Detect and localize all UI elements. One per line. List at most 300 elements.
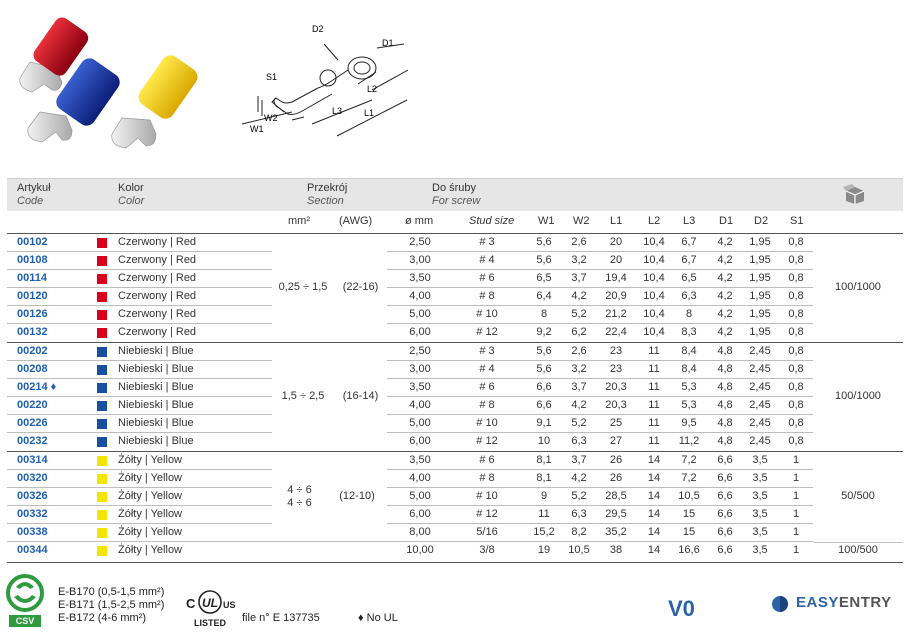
value-s1: 0,8 — [788, 417, 804, 429]
value-w1: 5,6 — [536, 254, 552, 266]
value-l3: 8 — [685, 308, 693, 320]
value-s1: 1 — [792, 526, 800, 538]
value-l1: 19,4 — [605, 272, 627, 284]
value-s1: 0,8 — [788, 399, 804, 411]
value-w1: 10 — [537, 435, 551, 447]
product-code[interactable]: 00344 — [17, 544, 48, 556]
easyentry-dot-icon — [770, 594, 790, 614]
value-l3: 9,5 — [681, 417, 697, 429]
technical-drawing — [232, 20, 432, 155]
sub-stud: Stud size — [469, 215, 515, 227]
color-swatch — [97, 456, 107, 466]
label-l1: L1 — [364, 108, 375, 118]
value-w2: 3,7 — [571, 454, 587, 466]
value-l2: 14 — [647, 490, 661, 502]
diameter-mm: 4,00 — [409, 472, 431, 484]
value-d2: 1,95 — [749, 236, 771, 248]
color-swatch — [97, 310, 107, 320]
table-row — [7, 342, 903, 361]
label-w2: W2 — [264, 113, 278, 123]
product-code[interactable]: 00326 — [17, 490, 48, 502]
value-l1: 26 — [609, 472, 623, 484]
color-name: Żółty | Yellow — [118, 508, 183, 520]
value-w1: 6,4 — [536, 290, 552, 302]
value-s1: 1 — [792, 490, 800, 502]
color-name: Czerwony | Red — [118, 272, 197, 284]
color-swatch — [97, 292, 107, 302]
section-mm2: 1,5 ÷ 2,5 — [281, 390, 325, 402]
value-d1: 4,8 — [717, 399, 733, 411]
table-row — [7, 488, 903, 506]
table-header — [7, 178, 903, 211]
value-l1: 20,3 — [605, 399, 627, 411]
value-w2: 4,2 — [571, 472, 587, 484]
value-l3: 6,7 — [681, 236, 697, 248]
stud-size: # 3 — [479, 236, 495, 248]
value-l1: 21,2 — [605, 308, 627, 320]
pack-quantity-last: 100/500 — [838, 544, 878, 556]
value-w2: 3,2 — [571, 254, 587, 266]
stud-size: 3/8 — [479, 544, 495, 556]
pack-quantity: 100/1000 — [835, 281, 881, 293]
table-row — [7, 397, 903, 415]
sub-d1: D1 — [719, 215, 734, 227]
product-photo — [0, 0, 215, 165]
color-name: Niebieski | Blue — [118, 399, 194, 411]
value-w1: 5,6 — [536, 363, 552, 375]
value-l3: 15 — [682, 508, 696, 520]
color-name: Czerwony | Red — [118, 290, 197, 302]
color-swatch — [97, 401, 107, 411]
table-row — [7, 379, 903, 397]
stud-size: # 8 — [479, 290, 495, 302]
eb170-text: E-B170 (0,5-1,5 mm²) — [58, 586, 165, 598]
color-name: Niebieski | Blue — [118, 381, 194, 393]
value-s1: 0,8 — [788, 272, 804, 284]
value-w1: 8,1 — [536, 472, 552, 484]
value-s1: 0,8 — [788, 326, 804, 338]
value-d1: 6,6 — [717, 508, 733, 520]
color-name: Niebieski | Blue — [118, 435, 194, 447]
value-l1: 20 — [609, 254, 623, 266]
stud-size: # 12 — [476, 435, 498, 447]
ul-c-text: C — [186, 596, 196, 611]
value-l2: 14 — [647, 472, 661, 484]
table-row — [7, 288, 903, 306]
table-row — [7, 252, 903, 270]
color-swatch — [97, 365, 107, 375]
product-code[interactable]: 00126 — [17, 308, 48, 320]
value-d2: 2,45 — [749, 363, 771, 375]
value-l1: 20 — [609, 236, 623, 248]
table-row — [7, 433, 903, 451]
value-l3: 8,4 — [681, 363, 697, 375]
value-l3: 6,7 — [681, 254, 697, 266]
color-swatch — [97, 256, 107, 266]
value-s1: 0,8 — [788, 236, 804, 248]
ul-text: UL — [202, 596, 218, 610]
sub-awg: (AWG) — [339, 215, 373, 227]
product-code[interactable]: 00320 — [17, 472, 48, 484]
diameter-mm: 5,00 — [409, 417, 431, 429]
diameter-mm: 3,00 — [409, 254, 431, 266]
value-d2: 2,45 — [749, 381, 771, 393]
header-screw: Do śruby For screw — [432, 182, 481, 207]
color-swatch — [97, 492, 107, 502]
value-l3: 10,5 — [678, 490, 700, 502]
value-w1: 6,5 — [536, 272, 552, 284]
value-d2: 2,45 — [749, 345, 771, 357]
color-name: Żółty | Yellow — [118, 472, 183, 484]
value-w1: 11 — [538, 508, 550, 520]
stud-size: # 6 — [479, 381, 495, 393]
value-d2: 1,95 — [749, 326, 771, 338]
sub-l2: L2 — [648, 215, 661, 227]
table-bottom-rule — [7, 562, 903, 563]
value-s1: 1 — [792, 544, 800, 556]
value-l3: 11,2 — [678, 435, 700, 447]
value-l2: 10,4 — [643, 272, 665, 284]
value-d2: 3,5 — [752, 454, 768, 466]
value-w1: 8,1 — [536, 454, 552, 466]
value-d2: 1,95 — [749, 308, 771, 320]
diameter-mm: 3,50 — [409, 272, 431, 284]
csv-logo — [6, 573, 44, 631]
value-w1: 6,6 — [536, 399, 552, 411]
value-d1: 6,6 — [717, 454, 733, 466]
diameter-mm: 10,00 — [406, 544, 434, 556]
value-w1: 9 — [540, 490, 548, 502]
sub-mm2: mm² — [288, 215, 310, 227]
stud-size: # 6 — [479, 454, 495, 466]
value-d1: 4,2 — [717, 254, 733, 266]
table-row — [7, 506, 903, 524]
product-code[interactable]: 00220 — [17, 399, 48, 411]
value-w2: 6,3 — [571, 435, 587, 447]
value-l1: 28,5 — [605, 490, 627, 502]
value-w2: 4,2 — [571, 290, 587, 302]
value-l2: 10,4 — [643, 290, 665, 302]
value-w1: 5,6 — [536, 345, 552, 357]
value-w2: 4,2 — [571, 399, 587, 411]
diameter-mm: 3,50 — [409, 381, 431, 393]
section-awg: (12-10) — [339, 490, 375, 502]
package-icon — [843, 183, 867, 205]
easyentry-logo: EASYENTRY — [796, 594, 892, 611]
diameter-mm: 6,00 — [409, 326, 431, 338]
color-swatch — [97, 238, 107, 248]
table-row — [7, 470, 903, 488]
value-w2: 3,7 — [571, 381, 587, 393]
pack-quantity: 50/500 — [841, 490, 875, 502]
value-w2: 2,6 — [571, 236, 587, 248]
value-l3: 5,3 — [681, 399, 697, 411]
table-row — [7, 270, 903, 288]
label-w1: W1 — [250, 124, 264, 134]
product-code[interactable]: 00338 — [17, 526, 48, 538]
diameter-mm: 3,00 — [409, 363, 431, 375]
color-swatch — [97, 383, 107, 393]
header-section: Przekrój Section — [307, 182, 348, 207]
value-l1: 38 — [609, 544, 623, 556]
section-mm2: 0,25 ÷ 1,5 — [278, 281, 328, 293]
diameter-mm: 6,00 — [409, 508, 431, 520]
value-w2: 3,7 — [571, 272, 587, 284]
product-code[interactable]: 00332 — [17, 508, 48, 520]
value-s1: 0,8 — [788, 435, 804, 447]
section-awg: (22-16) — [342, 281, 379, 293]
value-w2: 6,2 — [571, 326, 587, 338]
table-row — [7, 234, 903, 252]
stud-size: # 4 — [479, 363, 495, 375]
color-name: Żółty | Yellow — [118, 526, 183, 538]
stud-size: # 3 — [479, 345, 495, 357]
diameter-mm: 6,00 — [409, 435, 431, 447]
value-w1: 6,6 — [536, 381, 552, 393]
product-code[interactable]: 00102 — [17, 236, 48, 248]
sub-w2: W2 — [573, 215, 590, 227]
value-l1: 23 — [609, 363, 623, 375]
diameter-mm: 8,00 — [409, 526, 431, 538]
label-l3: L3 — [332, 106, 343, 116]
color-swatch — [97, 419, 107, 429]
stud-size: # 12 — [476, 508, 498, 520]
value-d1: 6,6 — [717, 472, 733, 484]
value-d2: 3,5 — [752, 544, 768, 556]
value-l1: 22,4 — [605, 326, 627, 338]
value-l2: 11 — [648, 435, 660, 447]
section-mm2-b: 4 ÷ 6 — [287, 497, 312, 509]
label-s1: S1 — [266, 72, 278, 82]
value-l3: 7,2 — [681, 454, 697, 466]
color-name: Żółty | Yellow — [118, 544, 183, 556]
product-code[interactable]: 00114 — [17, 272, 47, 284]
value-d2: 2,45 — [749, 399, 771, 411]
value-d2: 3,5 — [752, 472, 768, 484]
value-w2: 5,2 — [571, 490, 587, 502]
value-l2: 10,4 — [643, 308, 665, 320]
sub-l1: L1 — [610, 215, 623, 227]
table-row — [7, 324, 903, 342]
value-w1: 9,2 — [536, 326, 552, 338]
label-d2: D2 — [312, 24, 324, 34]
value-d2: 2,45 — [749, 435, 771, 447]
value-s1: 0,8 — [788, 308, 804, 320]
table-row — [7, 451, 903, 470]
value-d1: 4,2 — [717, 272, 733, 284]
value-d1: 4,8 — [717, 381, 733, 393]
value-l3: 16,6 — [678, 544, 700, 556]
sub-l3: L3 — [683, 215, 696, 227]
value-d2: 1,95 — [749, 290, 771, 302]
value-l1: 27 — [609, 435, 623, 447]
section-range — [272, 234, 387, 342]
color-swatch — [97, 347, 107, 357]
table-row — [7, 415, 903, 433]
color-name: Czerwony | Red — [118, 326, 197, 338]
value-l3: 15 — [682, 526, 696, 538]
color-name: Czerwony | Red — [118, 308, 197, 320]
ul-us-text: US — [223, 600, 236, 610]
diameter-mm: 4,00 — [409, 290, 431, 302]
color-name: Czerwony | Red — [118, 254, 197, 266]
product-code[interactable]: 00132 — [17, 326, 48, 338]
value-w2: 8,2 — [571, 526, 587, 538]
diameter-mm: 2,50 — [409, 345, 431, 357]
value-l1: 23 — [609, 345, 623, 357]
stud-size: # 8 — [479, 472, 495, 484]
value-w1: 9,1 — [536, 417, 552, 429]
no-ul-note: ♦ No UL — [358, 612, 398, 624]
color-swatch — [97, 510, 107, 520]
value-l3: 8,3 — [681, 326, 697, 338]
value-w2: 6,3 — [571, 508, 587, 520]
color-swatch — [97, 546, 107, 556]
value-w2: 5,2 — [571, 308, 587, 320]
table-row — [7, 361, 903, 379]
diameter-mm: 5,00 — [409, 308, 431, 320]
value-d2: 3,5 — [752, 490, 768, 502]
stud-size: # 10 — [476, 490, 498, 502]
value-l2: 10,4 — [643, 326, 665, 338]
value-l2: 11 — [648, 363, 660, 375]
color-name: Żółty | Yellow — [118, 454, 183, 466]
diameter-mm: 4,00 — [409, 399, 431, 411]
listed-text: LISTED — [193, 618, 227, 628]
section-range — [272, 452, 387, 542]
header-color: Kolor Color — [118, 182, 145, 207]
value-s1: 1 — [792, 454, 800, 466]
value-s1: 0,8 — [788, 345, 804, 357]
table-row — [7, 524, 903, 542]
value-l2: 11 — [648, 381, 660, 393]
value-w1: 8 — [540, 308, 548, 320]
diameter-mm: 5,00 — [409, 490, 431, 502]
sub-w1: W1 — [538, 215, 555, 227]
table-row — [7, 542, 903, 560]
value-d2: 3,5 — [752, 526, 768, 538]
value-d1: 4,8 — [717, 363, 733, 375]
product-code[interactable]: 00214 ♦ — [17, 381, 57, 393]
product-code[interactable]: 00232 — [17, 435, 48, 447]
value-d1: 4,8 — [717, 435, 733, 447]
color-name: Niebieski | Blue — [118, 345, 194, 357]
color-swatch — [97, 474, 107, 484]
product-code[interactable]: 00120 — [17, 290, 48, 302]
color-swatch — [97, 437, 107, 447]
color-swatch — [97, 328, 107, 338]
last-pack-separator — [813, 542, 903, 543]
v0-rating: V0 — [668, 596, 695, 621]
ul-listed-logo — [182, 586, 238, 630]
label-l2: L2 — [367, 84, 378, 94]
value-l1: 26 — [609, 454, 623, 466]
value-d1: 4,2 — [717, 326, 733, 338]
value-d1: 6,6 — [717, 544, 733, 556]
value-l1: 35,2 — [605, 526, 627, 538]
diameter-mm: 3,50 — [409, 454, 431, 466]
stud-size: # 4 — [479, 254, 495, 266]
label-d1: D1 — [382, 38, 394, 48]
product-code[interactable]: 00202 — [17, 345, 48, 357]
stud-size: # 10 — [476, 417, 498, 429]
product-code[interactable]: 00208 — [17, 363, 48, 375]
value-l1: 20,9 — [605, 290, 627, 302]
eb171-text: E-B171 (1,5-2,5 mm²) — [58, 599, 165, 611]
value-l3: 5,3 — [681, 381, 697, 393]
ul-file-number: file n° E 137735 — [242, 612, 320, 624]
color-swatch — [97, 274, 107, 284]
value-s1: 0,8 — [788, 363, 804, 375]
stud-size: # 6 — [479, 272, 495, 284]
value-d1: 6,6 — [717, 526, 733, 538]
product-table — [7, 178, 903, 560]
value-l3: 8,4 — [681, 345, 697, 357]
stud-size: 5/16 — [476, 526, 498, 538]
value-d2: 1,95 — [749, 254, 771, 266]
section-mm2: 4 ÷ 6 — [287, 484, 312, 496]
value-d2: 3,5 — [752, 508, 768, 520]
value-w1: 19 — [537, 544, 551, 556]
value-d1: 6,6 — [717, 490, 733, 502]
product-code[interactable]: 00226 — [17, 417, 48, 429]
value-l2: 10,4 — [643, 236, 665, 248]
value-s1: 0,8 — [788, 254, 804, 266]
value-l2: 11 — [648, 345, 660, 357]
section-range — [272, 343, 387, 451]
value-l2: 14 — [647, 544, 661, 556]
value-l2: 14 — [647, 526, 661, 538]
value-l2: 14 — [647, 454, 661, 466]
value-w1: 15,2 — [533, 526, 555, 538]
product-code[interactable]: 00108 — [17, 254, 48, 266]
value-s1: 1 — [792, 508, 800, 520]
table-row — [7, 306, 903, 324]
value-w2: 10,5 — [568, 544, 590, 556]
color-name: Żółty | Yellow — [118, 490, 183, 502]
value-d1: 4,8 — [717, 345, 733, 357]
eb172-text: E-B172 (4-6 mm²) — [58, 612, 147, 624]
value-d1: 4,2 — [717, 236, 733, 248]
color-name: Niebieski | Blue — [118, 417, 194, 429]
sub-omm: ø mm — [405, 215, 434, 227]
value-w2: 5,2 — [571, 417, 587, 429]
color-name: Czerwony | Red — [118, 236, 197, 248]
value-l1: 25 — [609, 417, 623, 429]
sub-d2: D2 — [754, 215, 769, 227]
table-body — [7, 234, 903, 560]
value-d1: 4,2 — [717, 308, 733, 320]
value-w1: 5,6 — [536, 236, 552, 248]
value-w2: 3,2 — [571, 363, 587, 375]
csv-logo-text: CSV — [15, 616, 35, 626]
table-subheader — [7, 211, 903, 234]
color-name: Niebieski | Blue — [118, 363, 194, 375]
value-l3: 6,3 — [681, 290, 697, 302]
section-awg: (16-14) — [342, 390, 379, 402]
value-l3: 7,2 — [681, 472, 697, 484]
stud-size: # 12 — [476, 326, 498, 338]
value-l2: 11 — [648, 417, 660, 429]
product-code[interactable]: 00314 — [17, 454, 48, 466]
value-l3: 6,5 — [681, 272, 697, 284]
value-w2: 2,6 — [571, 345, 587, 357]
value-l1: 29,5 — [605, 508, 627, 520]
stud-size: # 8 — [479, 399, 495, 411]
color-swatch — [97, 528, 107, 538]
value-l2: 11 — [648, 399, 660, 411]
diameter-mm: 2,50 — [409, 236, 431, 248]
